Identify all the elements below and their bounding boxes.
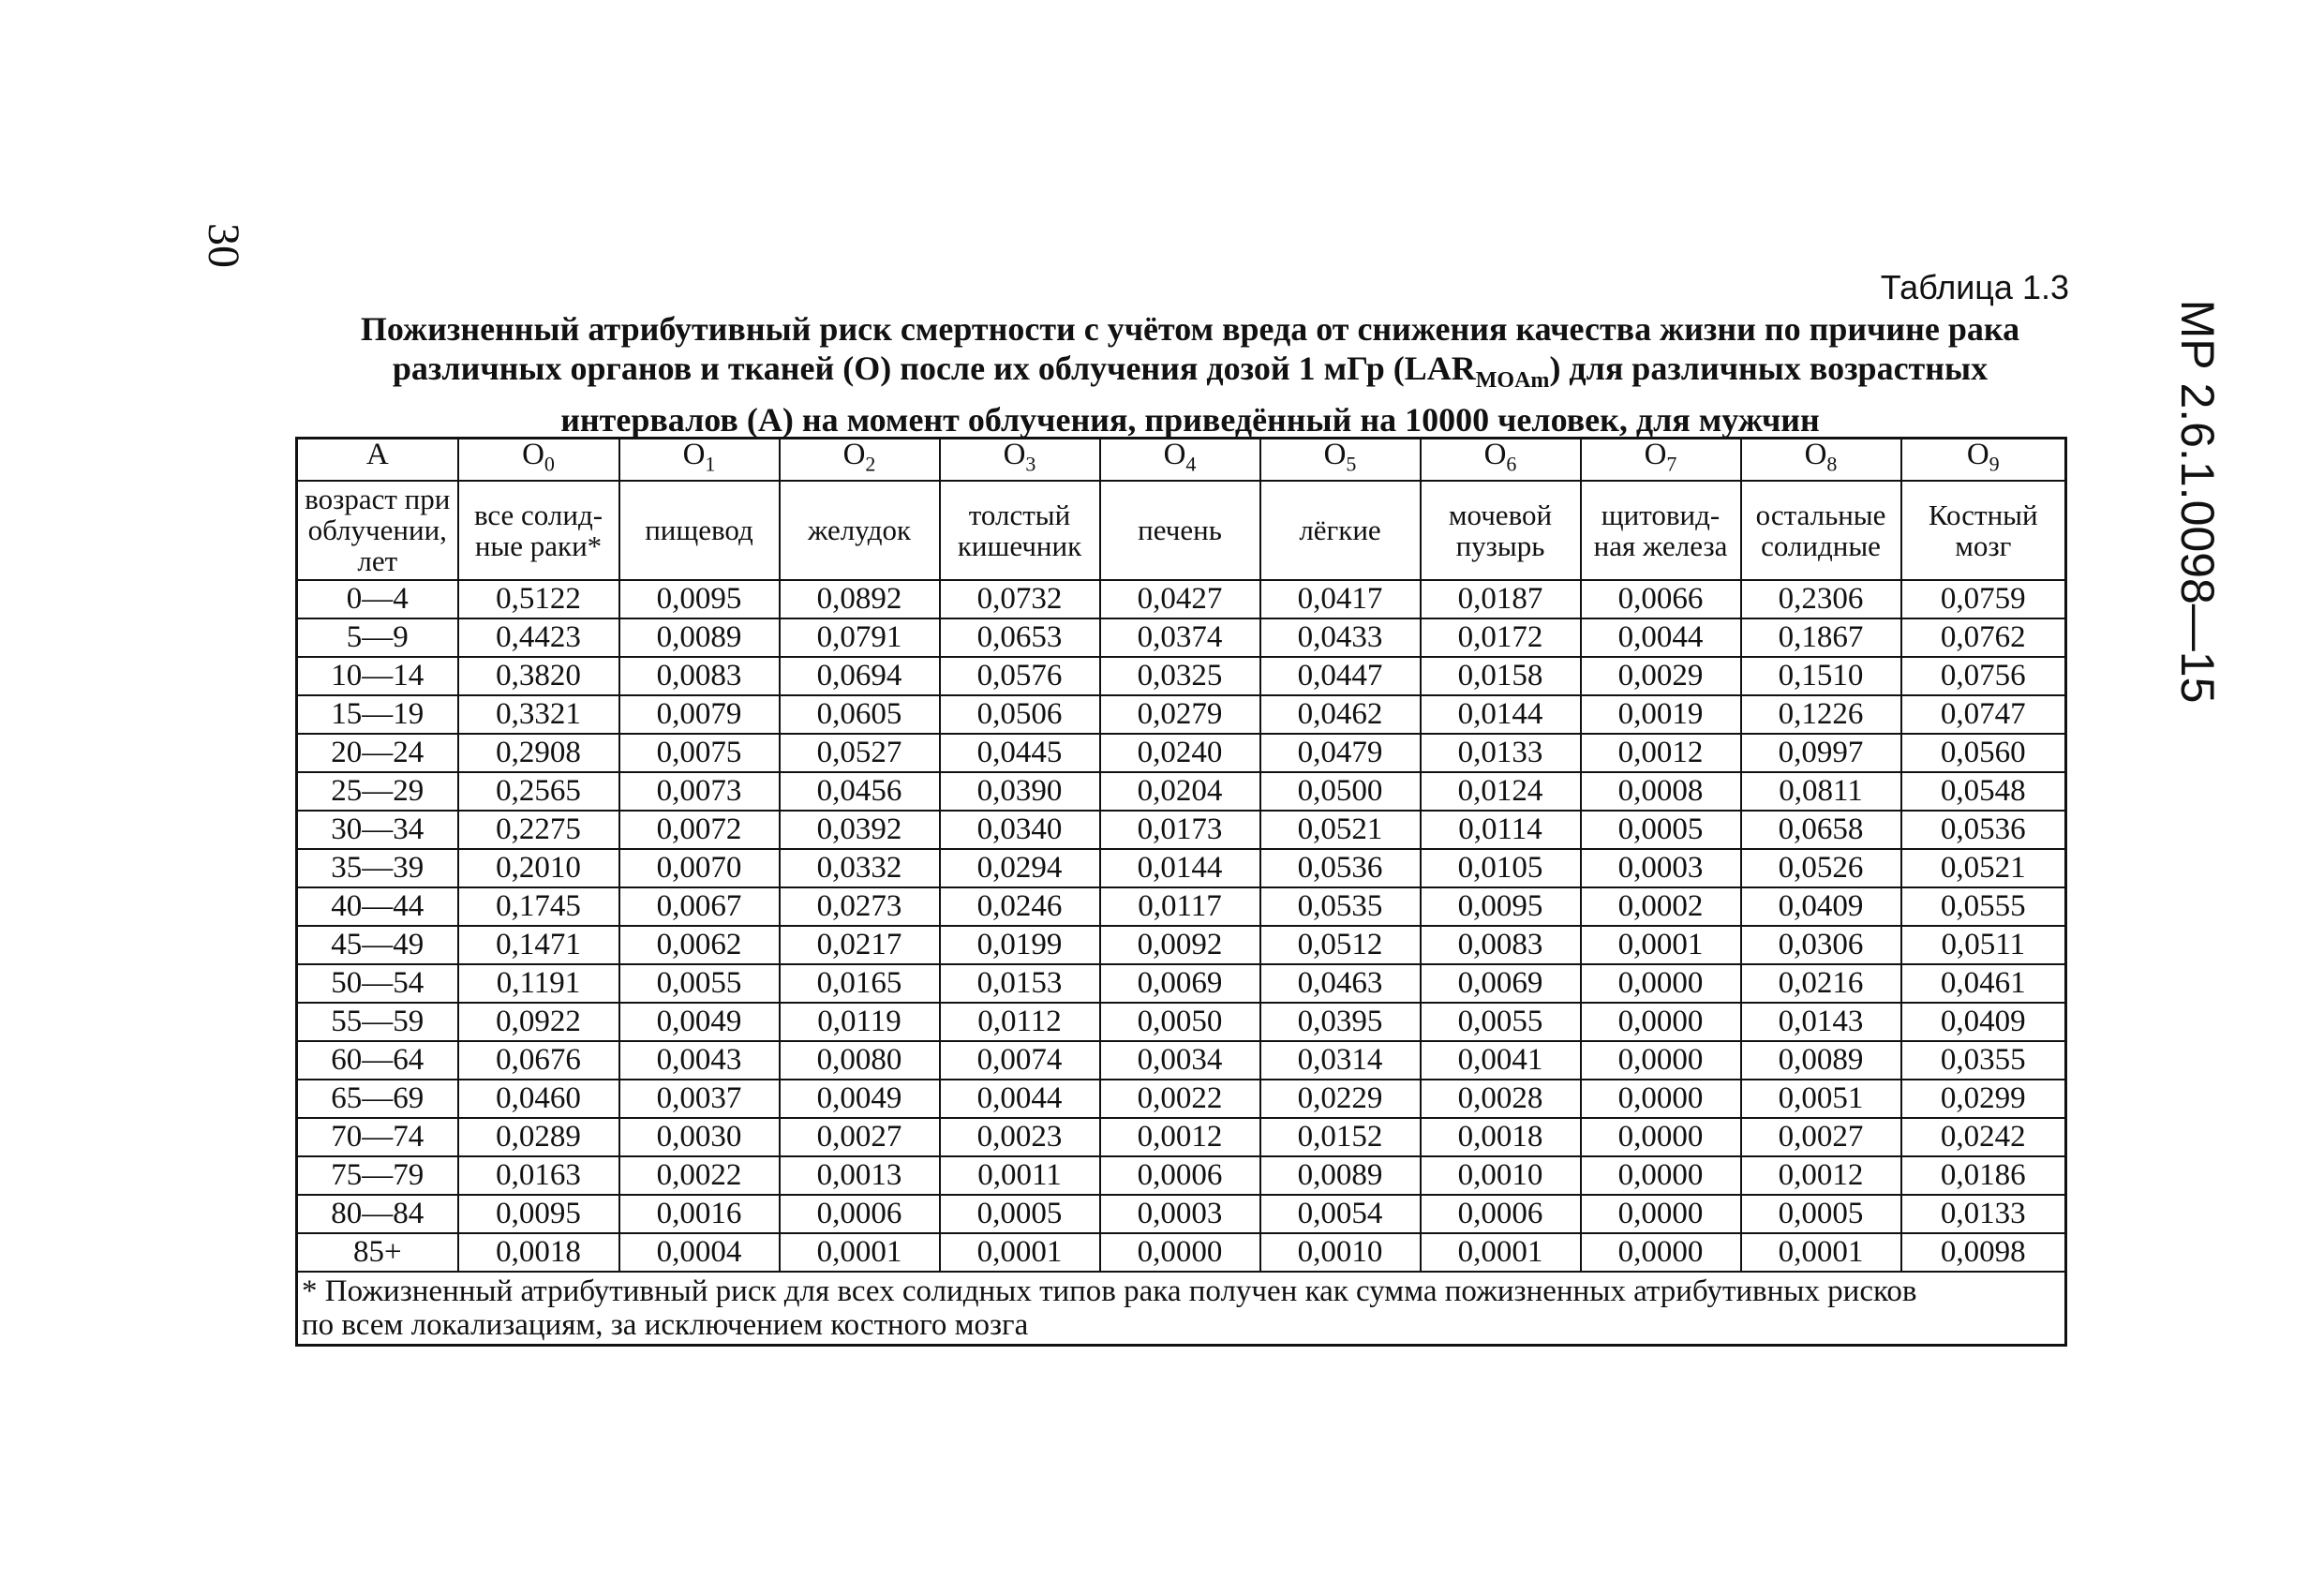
value-cell: 0,0006 [1421,1195,1581,1233]
value-cell: 0,0229 [1260,1080,1421,1118]
value-cell: 0,0016 [619,1195,780,1233]
code-letter: O [522,438,544,471]
value-cell: 0,0004 [619,1233,780,1272]
header-name-cell [297,481,458,580]
code-letter: O [1163,438,1186,471]
value-cell: 0,0433 [1260,618,1421,657]
value-cell: 0,0001 [1421,1233,1581,1272]
age-cell: 45—49 [297,926,458,964]
value-cell: 0,0114 [1421,811,1581,849]
header-name-line: все солид- [473,498,603,531]
header-code-cell [1260,439,1421,481]
table-title-line-3: интервалов (А) на момент облучения, приведённый на 10000 человек, для мужчин [560,401,1820,439]
value-cell: 0,0075 [619,734,780,772]
value-cell: 0,0030 [619,1118,780,1156]
value-cell: 0,0747 [1901,695,2066,734]
code-letter: A [365,438,389,471]
value-cell: 0,0018 [1421,1118,1581,1156]
header-name-line: щитовид- [1601,498,1721,531]
value-cell: 0,0756 [1901,657,2066,695]
value-cell: 0,0658 [1741,811,1901,849]
code-subscript: 0 [544,452,555,476]
value-cell: 0,0694 [780,657,940,695]
value-cell: 0,0417 [1260,580,1421,618]
header-name-cell [1901,481,2066,580]
value-cell: 0,0409 [1901,1003,2066,1041]
footnote-line: по всем локализациям, за исключением костного мозга [302,1307,1029,1342]
header-name-cell [619,481,780,580]
table-label: Таблица 1.3 [1880,268,2069,306]
value-cell: 0,0119 [780,1003,940,1041]
header-name-cell [1741,481,1901,580]
header-name-line: Костный [1928,498,2038,531]
value-cell: 0,0070 [619,849,780,887]
value-cell: 0,0217 [780,926,940,964]
footnote-line: * Пожизненный атрибутивный риск для всех солидных типов рака получен как сумма пожизненных атрибутивных рисков [302,1274,1917,1308]
value-cell: 0,0526 [1741,849,1901,887]
value-cell: 0,0022 [1100,1080,1260,1118]
value-cell: 0,0095 [619,580,780,618]
header-name-cell [1581,481,1741,580]
value-cell: 0,0461 [1901,964,2066,1003]
value-cell: 0,0791 [780,618,940,657]
value-cell: 0,2010 [458,849,619,887]
age-cell: 35—39 [297,849,458,887]
value-cell: 0,0027 [1741,1118,1901,1156]
table-row [297,887,2066,926]
value-cell: 0,0460 [458,1080,619,1118]
header-code-cell [458,439,619,481]
value-cell: 0,0576 [940,657,1100,695]
age-cell: 30—34 [297,811,458,849]
header-name-line: толстый [968,498,1071,531]
value-cell: 0,0560 [1901,734,2066,772]
value-cell: 0,0314 [1260,1041,1421,1080]
table-body [297,439,2066,1346]
value-cell: 0,0521 [1260,811,1421,849]
code-letter: O [842,438,866,471]
value-cell: 0,0536 [1260,849,1421,887]
age-cell: 15—19 [297,695,458,734]
title-text: различных органов и тканей (О) после их облучения дозой 1 мГр (LAR [392,350,1476,387]
value-cell: 0,0445 [940,734,1100,772]
value-cell: 0,0044 [940,1080,1100,1118]
table-row [297,580,2066,618]
value-cell: 0,1867 [1741,618,1901,657]
age-cell: 75—79 [297,1156,458,1195]
table-row [297,1195,2066,1233]
value-cell: 0,0034 [1100,1041,1260,1080]
value-cell: 0,0892 [780,580,940,618]
value-cell: 0,0521 [1901,849,2066,887]
value-cell: 0,0001 [940,1233,1100,1272]
value-cell: 0,0018 [458,1233,619,1272]
value-cell: 0,0095 [1421,887,1581,926]
header-name-line: остальные [1755,498,1886,531]
code-letter: O [1804,438,1827,471]
header-name-line: ные раки* [474,529,603,562]
age-cell: 40—44 [297,887,458,926]
value-cell: 0,0073 [619,772,780,811]
header-name-line: печень [1138,514,1222,547]
value-cell: 0,0006 [1100,1156,1260,1195]
value-cell: 0,0069 [1421,964,1581,1003]
table-row [297,1156,2066,1195]
header-code-row [297,439,2066,481]
header-code-cell [1581,439,1741,481]
code-letter: O [1966,438,1989,471]
value-cell: 0,0055 [1421,1003,1581,1041]
value-cell: 0,0051 [1741,1080,1901,1118]
value-cell: 0,0000 [1581,1156,1741,1195]
value-cell: 0,0027 [780,1118,940,1156]
value-cell: 0,0204 [1100,772,1260,811]
value-cell: 0,0676 [458,1041,619,1080]
table-row [297,1003,2066,1041]
value-cell: 0,0072 [619,811,780,849]
header-name-cell [780,481,940,580]
header-name-cell [1421,481,1581,580]
value-cell: 0,0535 [1260,887,1421,926]
age-cell: 85+ [297,1233,458,1272]
value-cell: 0,0117 [1100,887,1260,926]
table-row [297,1118,2066,1156]
value-cell: 0,1471 [458,926,619,964]
value-cell: 0,0028 [1421,1080,1581,1118]
page-number: 30 [199,223,248,268]
age-cell: 55—59 [297,1003,458,1041]
code-subscript: 4 [1185,452,1197,476]
value-cell: 0,0012 [1741,1156,1901,1195]
header-name-line: желудок [807,514,912,547]
value-cell: 0,0050 [1100,1003,1260,1041]
value-cell: 0,0463 [1260,964,1421,1003]
value-cell: 0,0105 [1421,849,1581,887]
value-cell: 0,0153 [940,964,1100,1003]
value-cell: 0,0001 [1581,926,1741,964]
table-row [297,811,2066,849]
value-cell: 0,0199 [940,926,1100,964]
value-cell: 0,0000 [1581,1003,1741,1041]
value-cell: 0,0005 [940,1195,1100,1233]
value-cell: 0,0041 [1421,1041,1581,1080]
value-cell: 0,2908 [458,734,619,772]
value-cell: 0,0083 [1421,926,1581,964]
value-cell: 0,0555 [1901,887,2066,926]
value-cell: 0,0447 [1260,657,1421,695]
header-name-line: мочевой [1448,498,1553,531]
value-cell: 0,0395 [1260,1003,1421,1041]
value-cell: 0,1745 [458,887,619,926]
value-cell: 0,0023 [940,1118,1100,1156]
value-cell: 0,0548 [1901,772,2066,811]
value-cell: 0,0165 [780,964,940,1003]
code-letter: O [1644,438,1667,471]
value-cell: 0,0172 [1421,618,1581,657]
table-row [297,1080,2066,1118]
age-cell: 25—29 [297,772,458,811]
value-cell: 0,0089 [619,618,780,657]
value-cell: 0,0242 [1901,1118,2066,1156]
value-cell: 0,0811 [1741,772,1901,811]
value-cell: 0,0049 [780,1080,940,1118]
value-cell: 0,0010 [1260,1233,1421,1272]
value-cell: 0,0003 [1100,1195,1260,1233]
age-cell: 0—4 [297,580,458,618]
table-row [297,1233,2066,1272]
value-cell: 0,1191 [458,964,619,1003]
value-cell: 0,0001 [1741,1233,1901,1272]
value-cell: 0,0479 [1260,734,1421,772]
value-cell: 0,3321 [458,695,619,734]
table-row [297,849,2066,887]
value-cell: 0,0000 [1581,964,1741,1003]
value-cell: 0,0019 [1581,695,1741,734]
header-name-line: пищевод [645,514,753,547]
value-cell: 0,0080 [780,1041,940,1080]
age-cell: 80—84 [297,1195,458,1233]
header-name-line: кишечник [957,529,1082,562]
value-cell: 0,0355 [1901,1041,2066,1080]
footnote-row [297,1272,2066,1346]
value-cell: 0,0427 [1100,580,1260,618]
header-name-line: ная железа [1593,529,1728,562]
value-cell: 0,0186 [1901,1156,2066,1195]
value-cell: 0,4423 [458,618,619,657]
value-cell: 0,0997 [1741,734,1901,772]
value-cell: 0,0143 [1741,1003,1901,1041]
header-code-cell [1901,439,2066,481]
value-cell: 0,0605 [780,695,940,734]
header-code-cell [940,439,1100,481]
value-cell: 0,0098 [1901,1233,2066,1272]
header-name-cell [458,481,619,580]
table-row [297,964,2066,1003]
code-subscript: 2 [865,452,876,476]
header-name-cell [940,481,1100,580]
value-cell: 0,0299 [1901,1080,2066,1118]
header-code-cell [619,439,780,481]
header-name-row [297,481,2066,580]
value-cell: 0,0013 [780,1156,940,1195]
value-cell: 0,0374 [1100,618,1260,657]
value-cell: 0,0043 [619,1041,780,1080]
age-cell: 10—14 [297,657,458,695]
code-subscript: 5 [1346,452,1357,476]
code-letter: O [682,438,706,471]
code-subscript: 7 [1666,452,1677,476]
value-cell: 0,1510 [1741,657,1901,695]
value-cell: 0,0390 [940,772,1100,811]
header-name-line: солидные [1761,529,1881,562]
value-cell: 0,0083 [619,657,780,695]
header-name-line: мозг [1955,529,2012,562]
value-cell: 0,0000 [1581,1233,1741,1272]
value-cell: 0,0506 [940,695,1100,734]
table-title-line-1: Пожизненный атрибутивный риск смертности с учётом вреда от снижения качества жизни по причине рака [360,310,2020,348]
value-cell: 0,0306 [1741,926,1901,964]
value-cell: 0,0012 [1581,734,1741,772]
value-cell: 0,0022 [619,1156,780,1195]
value-cell: 0,0332 [780,849,940,887]
value-cell: 0,0010 [1421,1156,1581,1195]
value-cell: 0,0289 [458,1118,619,1156]
value-cell: 0,0089 [1260,1156,1421,1195]
value-cell: 0,0000 [1581,1080,1741,1118]
value-cell: 0,0456 [780,772,940,811]
value-cell: 0,0392 [780,811,940,849]
value-cell: 0,0294 [940,849,1100,887]
code-letter: O [1323,438,1347,471]
code-subscript: 8 [1826,452,1838,476]
age-cell: 65—69 [297,1080,458,1118]
risk-table [295,437,2067,1347]
value-cell: 0,5122 [458,580,619,618]
value-cell: 0,0246 [940,887,1100,926]
footnote [297,1272,2066,1346]
value-cell: 0,2306 [1741,580,1901,618]
value-cell: 0,0187 [1421,580,1581,618]
value-cell: 0,0049 [619,1003,780,1041]
value-cell: 0,0124 [1421,772,1581,811]
value-cell: 0,0762 [1901,618,2066,657]
value-cell: 0,2565 [458,772,619,811]
value-cell: 0,0409 [1741,887,1901,926]
value-cell: 0,0066 [1581,580,1741,618]
header-code-cell [297,439,458,481]
title-text: ) для различных возрастных [1549,350,1989,387]
table-title-line-2 [309,349,2071,400]
value-cell: 0,0002 [1581,887,1741,926]
value-cell: 0,0732 [940,580,1100,618]
header-name-line: пузырь [1455,529,1545,562]
value-cell: 0,0759 [1901,580,2066,618]
value-cell: 0,0240 [1100,734,1260,772]
header-name-line: возраст при [305,483,451,516]
code-letter: O [1003,438,1026,471]
value-cell: 0,0095 [458,1195,619,1233]
value-cell: 0,0089 [1741,1041,1901,1080]
header-code-cell [1741,439,1901,481]
value-cell: 0,0055 [619,964,780,1003]
value-cell: 0,0000 [1581,1118,1741,1156]
value-cell: 0,0536 [1901,811,2066,849]
value-cell: 0,0511 [1901,926,2066,964]
value-cell: 0,0279 [1100,695,1260,734]
value-cell: 0,0163 [458,1156,619,1195]
value-cell: 0,2275 [458,811,619,849]
value-cell: 0,0074 [940,1041,1100,1080]
table-row [297,657,2066,695]
header-name-line: лёгкие [1299,514,1381,547]
value-cell: 0,0325 [1100,657,1260,695]
header-name-line: лет [357,544,398,578]
value-cell: 0,0037 [619,1080,780,1118]
value-cell: 0,0001 [780,1233,940,1272]
value-cell: 0,0512 [1260,926,1421,964]
value-cell: 0,0005 [1741,1195,1901,1233]
header-name-cell [1100,481,1260,580]
value-cell: 0,0152 [1260,1118,1421,1156]
value-cell: 0,0173 [1100,811,1260,849]
header-code-cell [1421,439,1581,481]
value-cell: 0,0133 [1901,1195,2066,1233]
code-subscript: 9 [1989,452,2000,476]
value-cell: 0,0144 [1100,849,1260,887]
age-cell: 60—64 [297,1041,458,1080]
value-cell: 0,0005 [1581,811,1741,849]
value-cell: 0,0044 [1581,618,1741,657]
table-row [297,926,2066,964]
value-cell: 0,0011 [940,1156,1100,1195]
value-cell: 0,0000 [1581,1195,1741,1233]
value-cell: 0,0000 [1100,1233,1260,1272]
value-cell: 0,0006 [780,1195,940,1233]
value-cell: 0,0092 [1100,926,1260,964]
value-cell: 0,3820 [458,657,619,695]
value-cell: 0,0054 [1260,1195,1421,1233]
value-cell: 0,0216 [1741,964,1901,1003]
value-cell: 0,0273 [780,887,940,926]
title-subscript: MOAm [1475,368,1550,394]
age-cell: 5—9 [297,618,458,657]
value-cell: 0,0158 [1421,657,1581,695]
value-cell: 0,0079 [619,695,780,734]
code-letter: O [1483,438,1507,471]
value-cell: 0,0029 [1581,657,1741,695]
value-cell: 0,0000 [1581,1041,1741,1080]
document-code: МР 2.6.1.0098—15 [2171,299,2224,704]
header-name-line: облучении, [307,514,447,547]
table-row [297,695,2066,734]
value-cell: 0,0112 [940,1003,1100,1041]
age-cell: 50—54 [297,964,458,1003]
code-subscript: 1 [705,452,716,476]
value-cell: 0,0653 [940,618,1100,657]
value-cell: 0,0527 [780,734,940,772]
value-cell: 0,0340 [940,811,1100,849]
value-cell: 0,0069 [1100,964,1260,1003]
age-cell: 20—24 [297,734,458,772]
value-cell: 0,0062 [619,926,780,964]
value-cell: 0,1226 [1741,695,1901,734]
code-subscript: 3 [1025,452,1036,476]
code-subscript: 6 [1506,452,1517,476]
header-name-cell [1260,481,1421,580]
value-cell: 0,0144 [1421,695,1581,734]
table-row [297,1041,2066,1080]
value-cell: 0,0008 [1581,772,1741,811]
value-cell: 0,0922 [458,1003,619,1041]
table-row [297,734,2066,772]
value-cell: 0,0462 [1260,695,1421,734]
value-cell: 0,0500 [1260,772,1421,811]
value-cell: 0,0133 [1421,734,1581,772]
table-row [297,772,2066,811]
age-cell: 70—74 [297,1118,458,1156]
table-row [297,618,2066,657]
table-title [309,309,2071,439]
value-cell: 0,0067 [619,887,780,926]
header-code-cell [780,439,940,481]
header-code-cell [1100,439,1260,481]
value-cell: 0,0003 [1581,849,1741,887]
value-cell: 0,0012 [1100,1118,1260,1156]
